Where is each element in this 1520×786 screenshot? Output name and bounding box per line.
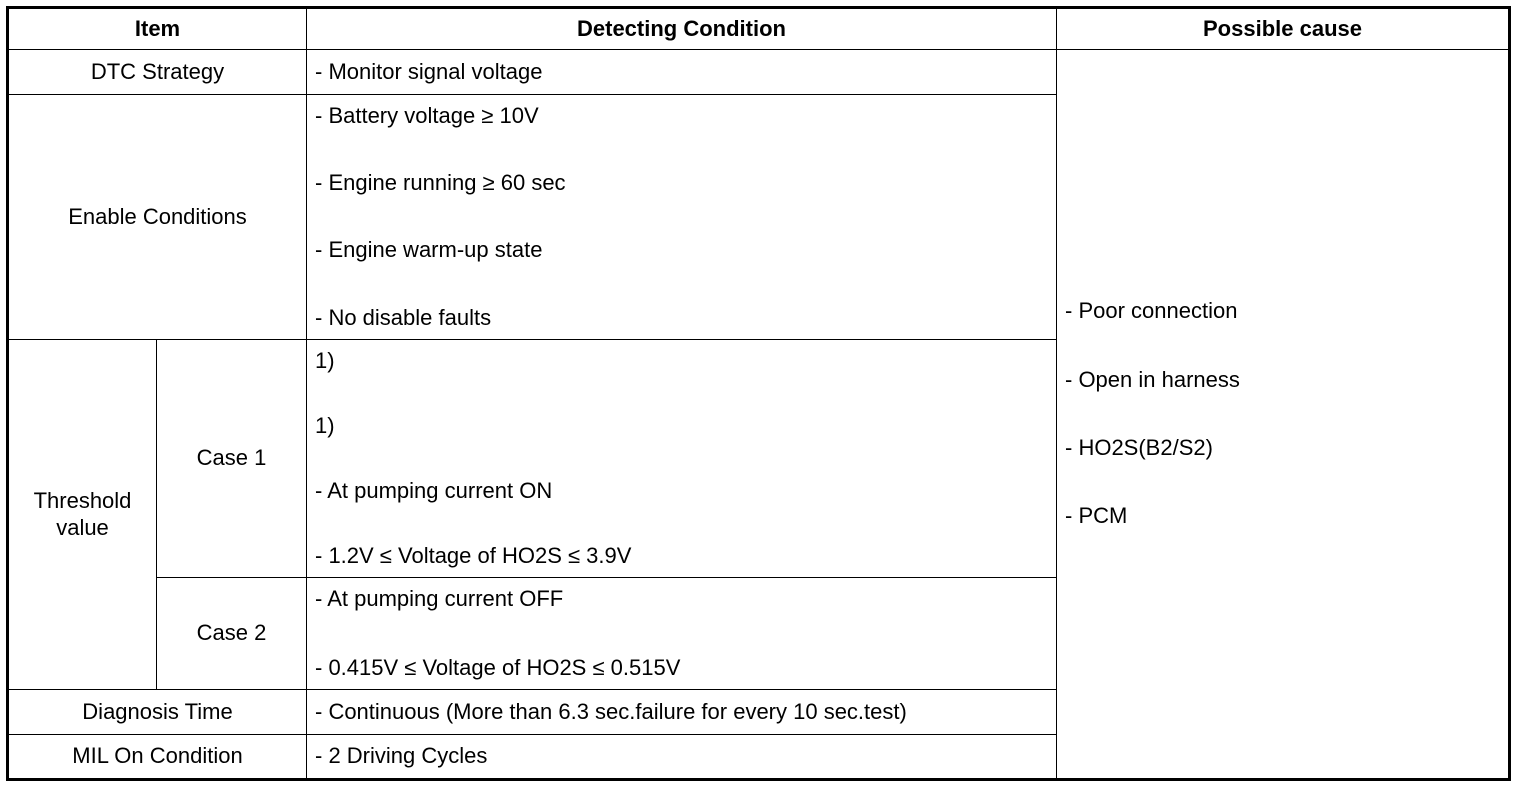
cause-item: - PCM [1065,503,1128,529]
header-item: Item [8,8,307,50]
condition-diagnosis-time: - Continuous (More than 6.3 sec.failure for every 10 sec.test) [307,690,1057,735]
dtc-table [6,6,1511,781]
threshold-label-line: Threshold [33,488,132,514]
label-diagnosis-time: Diagnosis Time [8,690,307,735]
cause-item: - Poor connection [1065,298,1238,324]
table-row [8,50,1510,95]
condition-mil-on: - 2 Driving Cycles [307,735,1057,780]
condition-line: - Battery voltage ≥ 10V [315,103,539,128]
possible-cause-cell [1057,50,1510,780]
dtc-table-wrapper [6,6,1508,780]
case-2-condition-list [307,578,1056,689]
condition-line: - At pumping current ON [315,477,553,503]
condition-line: - No disable faults [315,304,492,330]
enable-condition-list [307,95,1056,339]
condition-line: - At pumping current OFF [315,586,564,611]
condition-case-1 [307,340,1057,578]
cause-item: - HO2S(B2/S2) [1065,435,1213,460]
label-enable-conditions: Enable Conditions [8,95,307,340]
header-detecting-condition: Detecting Condition [307,8,1057,50]
condition-line: - 0.415V ≤ Voltage of HO2S ≤ 0.515V [315,654,681,680]
condition-enable [307,95,1057,340]
cause-item: - Open in harness [1065,366,1240,392]
header-possible-cause: Possible cause [1057,8,1510,50]
case-1-condition-list [307,340,1056,577]
condition-line: 1) [315,348,335,373]
condition-dtc-strategy: - Monitor signal voltage [307,50,1057,95]
condition-line: - Engine running ≥ 60 sec [315,170,566,196]
condition-line: 1) [315,412,335,438]
condition-line: - Engine warm-up state [315,237,543,263]
table-header-row [8,8,1510,50]
possible-cause-list [1057,298,1508,530]
label-mil-on-condition: MIL On Condition [8,735,307,780]
label-case-2: Case 2 [157,578,307,690]
label-case-1: Case 1 [157,340,307,578]
threshold-label-line: value [56,514,109,540]
label-threshold-value [8,340,157,690]
label-dtc-strategy: DTC Strategy [8,50,307,95]
condition-line: - 1.2V ≤ Voltage of HO2S ≤ 3.9V [315,542,632,568]
condition-case-2 [307,578,1057,690]
